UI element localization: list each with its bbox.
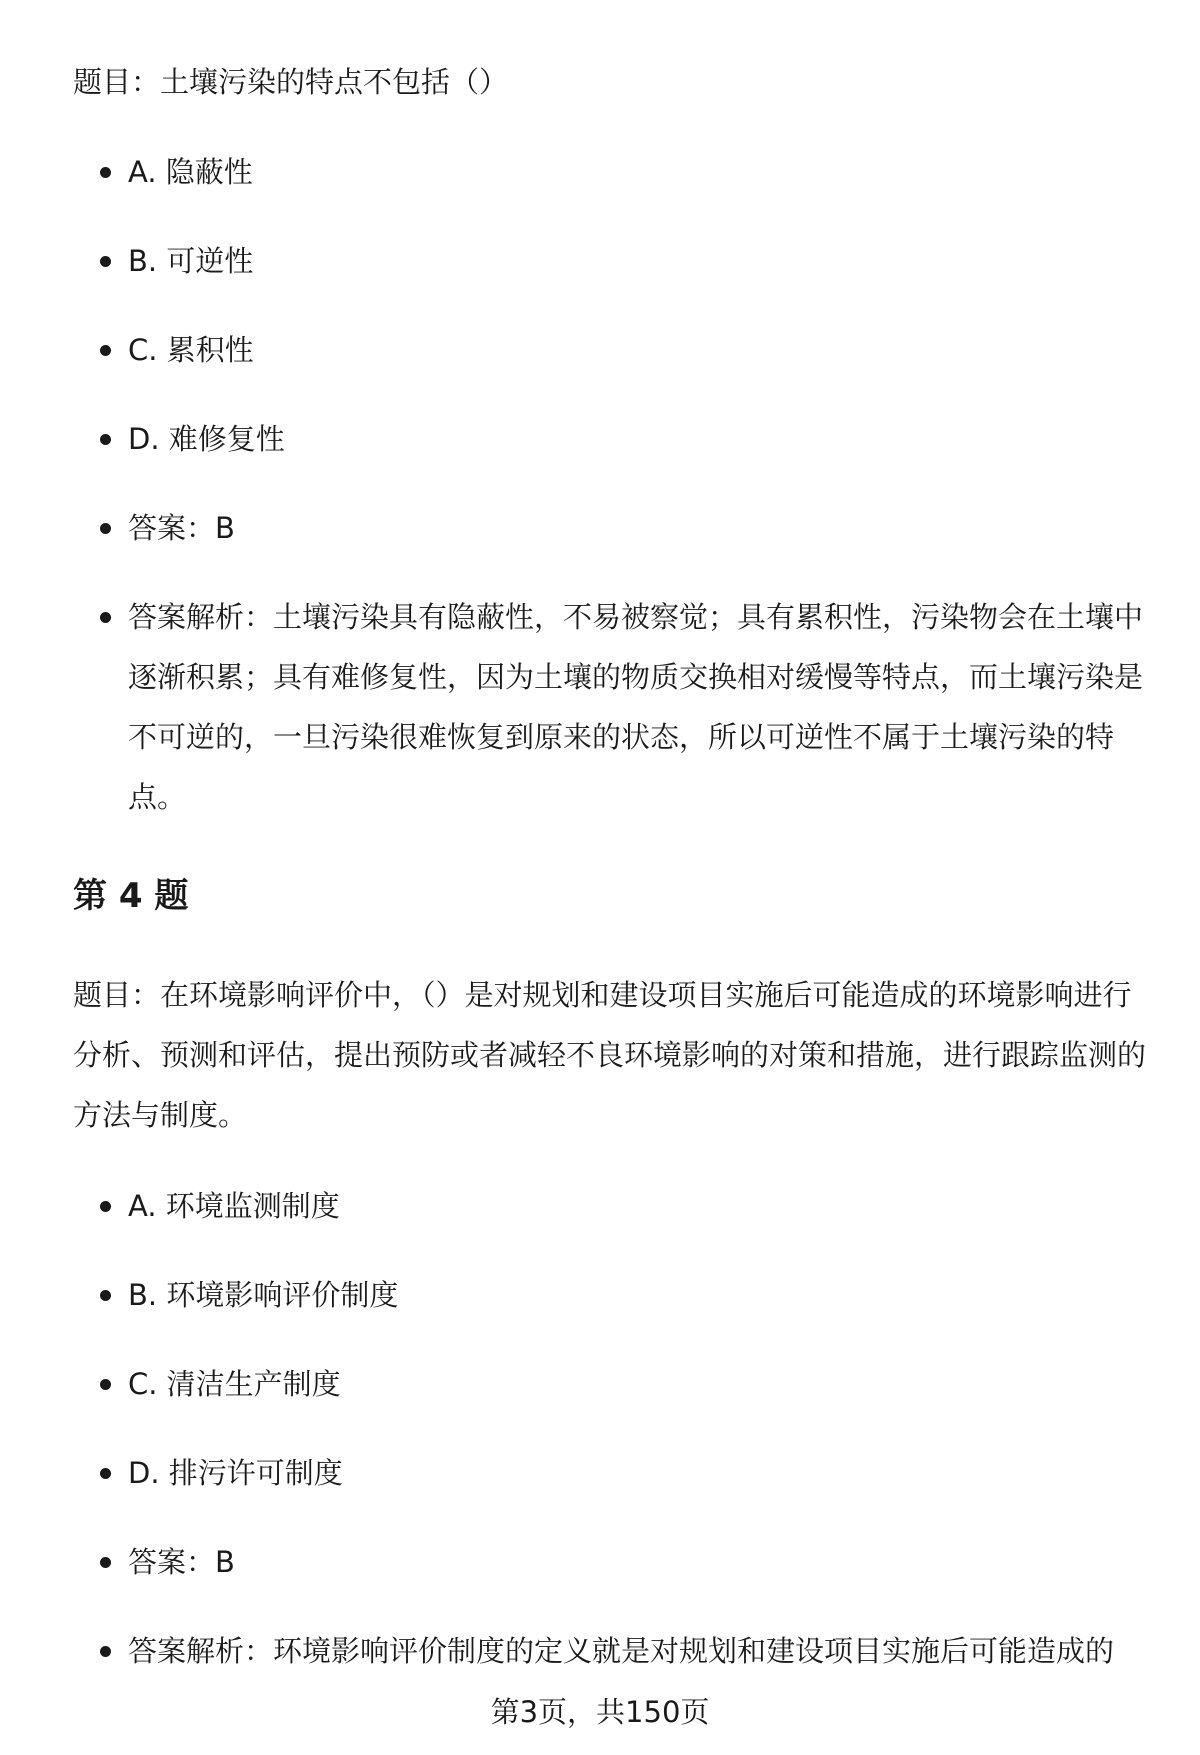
answer: 答案：B [73,498,1148,587]
option-a: A. 环境监测制度 [73,1176,1148,1265]
answer-explanation: 答案解析：土壤污染具有隐蔽性，不易被察觉；具有累积性，污染物会在土壤中逐渐积累；具有难修复性，因为土壤的物质交换相对缓慢等特点，而土壤污染是不可逆的，一旦污染很难恢复到原来的状态，所以可逆性不属于土壤污染的特点。 [73,587,1148,827]
page-footer: 第3页，共150页 [490,1695,710,1729]
answer: 答案：B [73,1532,1148,1621]
option-list [73,1176,1148,1681]
question-stem: 题目：在环境影响评价中，（）是对规划和建设项目实施后可能造成的环境影响进行分析、预测和评估，提出预防或者减轻不良环境影响的对策和措施，进行跟踪监测的方法与制度。 [73,978,1147,1132]
option-a: A. 隐蔽性 [73,142,1148,231]
option-d: D. 难修复性 [73,409,1148,498]
answer-explanation: 答案解析：环境影响评价制度的定义就是对规划和建设项目实施后可能造成的 [73,1621,1148,1681]
option-c: C. 累积性 [73,320,1148,409]
option-d: D. 排污许可制度 [73,1443,1148,1532]
option-b: B. 可逆性 [73,231,1148,320]
option-c: C. 清洁生产制度 [73,1354,1148,1443]
question-heading: 第 4 题 [73,876,189,916]
option-list [73,142,1148,827]
question-stem: 题目：土壤污染的特点不包括（） [73,65,509,99]
option-b: B. 环境影响评价制度 [73,1265,1148,1354]
